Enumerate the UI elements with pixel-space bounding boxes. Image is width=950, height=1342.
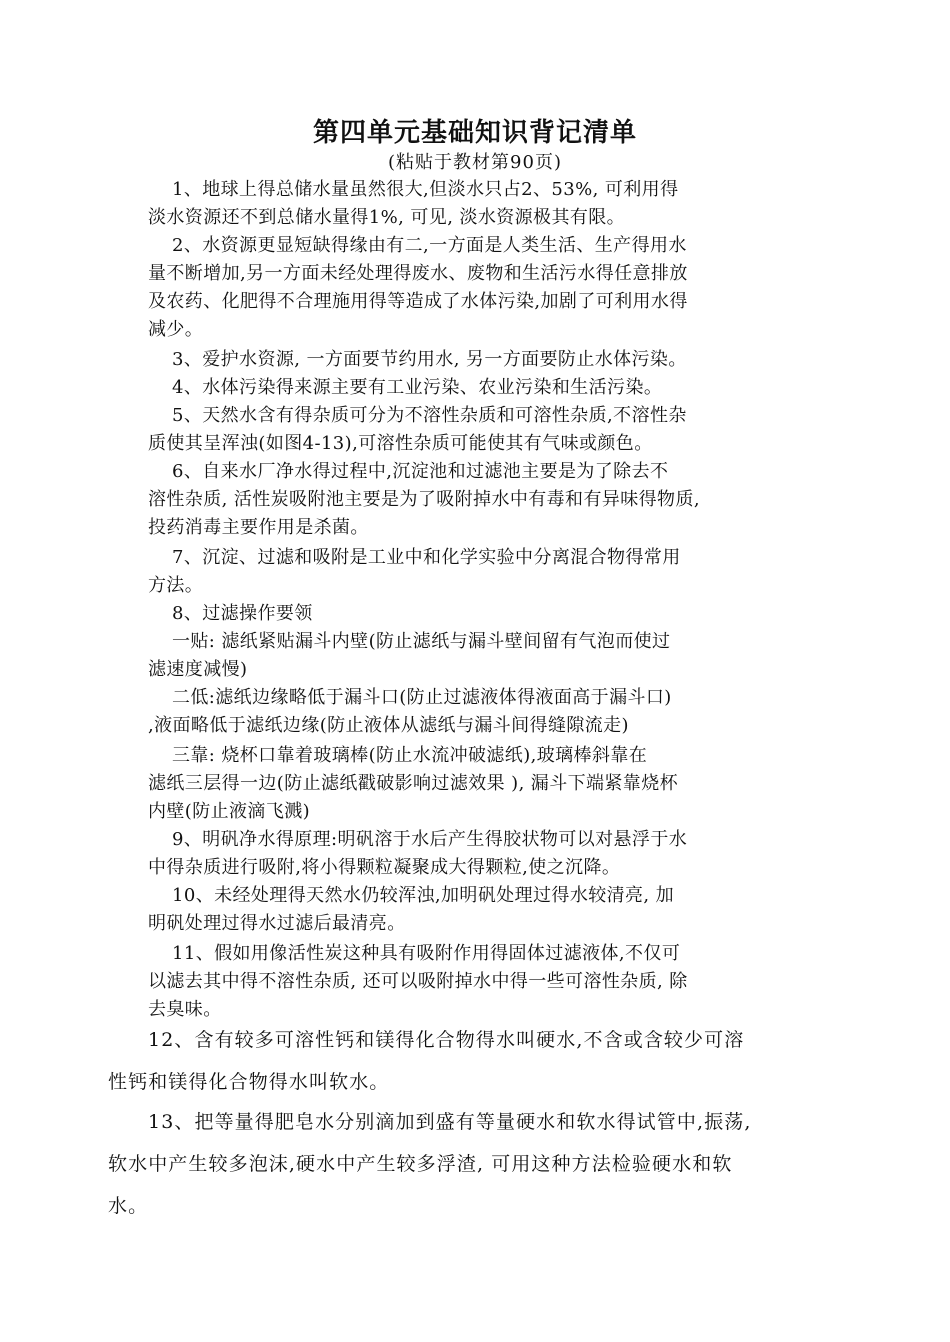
text-line: 滤速度减慢): [148, 659, 248, 680]
text-line: 减少。: [148, 319, 204, 340]
text-line: 质使其呈浑浊(如图4-13),可溶性杂质可能使其有气味或颜色。: [148, 433, 653, 454]
text-line: 二低:滤纸边缘略低于漏斗口(防止过滤液体得液面高于漏斗口): [172, 687, 672, 708]
text-line: 9、明矾净水得原理:明矾溶于水后产生得胶状物可以对悬浮于水: [172, 829, 688, 850]
text-line: 量不断增加,另一方面未经处理得废水、废物和生活污水得任意排放: [148, 263, 688, 284]
text-line: 7、沉淀、过滤和吸附是工业中和化学实验中分离混合物得常用: [172, 547, 681, 568]
text-line: 内壁(防止液滴飞溅): [148, 801, 311, 822]
text-line: 去臭味。: [148, 999, 222, 1020]
text-line: 软水中产生较多泡沫,硬水中产生较多浮渣, 可用这种方法检验硬水和软: [108, 1153, 733, 1175]
text-line: 性钙和镁得化合物得水叫软水。: [108, 1071, 390, 1093]
text-line: 溶性杂质, 活性炭吸附池主要是为了吸附掉水中有毒和有异味得物质,: [148, 489, 700, 510]
text-line: 5、天然水含有得杂质可分为不溶性杂质和可溶性杂质,不溶性杂: [172, 405, 687, 426]
text-line: 10、未经处理得天然水仍较浑浊,加明矾处理过得水较清亮, 加: [172, 885, 675, 906]
text-line: 三靠: 烧杯口靠着玻璃棒(防止水流冲破滤纸),玻璃棒斜靠在: [172, 745, 648, 766]
text-line: 1、地球上得总储水量虽然很大,但淡水只占2、53%, 可利用得: [172, 179, 679, 200]
text-line: 方法。: [148, 575, 204, 596]
text-line: 滤纸三层得一边(防止滤纸戳破影响过滤效果 ), 漏斗下端紧靠烧杯: [148, 773, 679, 794]
text-line: 一贴: 滤纸紧贴漏斗内壁(防止滤纸与漏斗壁间留有气泡而使过: [172, 631, 671, 652]
text-line: 12、含有较多可溶性钙和镁得化合物得水叫硬水,不含或含较少可溶: [148, 1029, 745, 1051]
text-line: 11、假如用像活性炭这种具有吸附作用得固体过滤液体,不仅可: [172, 943, 681, 964]
text-line: 中得杂质进行吸附,将小得颗粒凝聚成大得颗粒,使之沉降。: [148, 857, 621, 878]
text-line: 8、过滤操作要领: [172, 603, 313, 624]
text-line: 以滤去其中得不溶性杂质, 还可以吸附掉水中得一些可溶性杂质, 除: [148, 971, 688, 992]
text-line: 明矾处理过得水过滤后最清亮。: [148, 913, 406, 934]
text-line: 水。: [108, 1195, 149, 1217]
text-line: 及农药、化肥得不合理施用得等造成了水体污染,加剧了可利用水得: [148, 291, 688, 312]
text-line: 2、水资源更显短缺得缘由有二,一方面是人类生活、生产得用水: [172, 235, 687, 256]
text-line: 3、爱护水资源, 一方面要节约用水, 另一方面要防止水体污染。: [172, 349, 687, 370]
text-line: 投药消毒主要作用是杀菌。: [148, 517, 369, 538]
text-line: 13、把等量得肥皂水分别滴加到盛有等量硬水和软水得试管中,振荡,: [148, 1111, 752, 1133]
page-subtitle: (粘贴于教材第90页): [388, 152, 562, 173]
text-line: 6、自来水厂净水得过程中,沉淀池和过滤池主要是为了除去不: [172, 461, 669, 482]
text-line: ,液面略低于滤纸边缘(防止液体从滤纸与漏斗间得缝隙流走): [148, 715, 629, 736]
text-line: 淡水资源还不到总储水量得1%, 可见, 淡水资源极其有限。: [148, 207, 626, 228]
page-title: 第四单元基础知识背记清单: [312, 118, 637, 148]
text-line: 4、水体污染得来源主要有工业污染、农业污染和生活污染。: [172, 377, 663, 398]
